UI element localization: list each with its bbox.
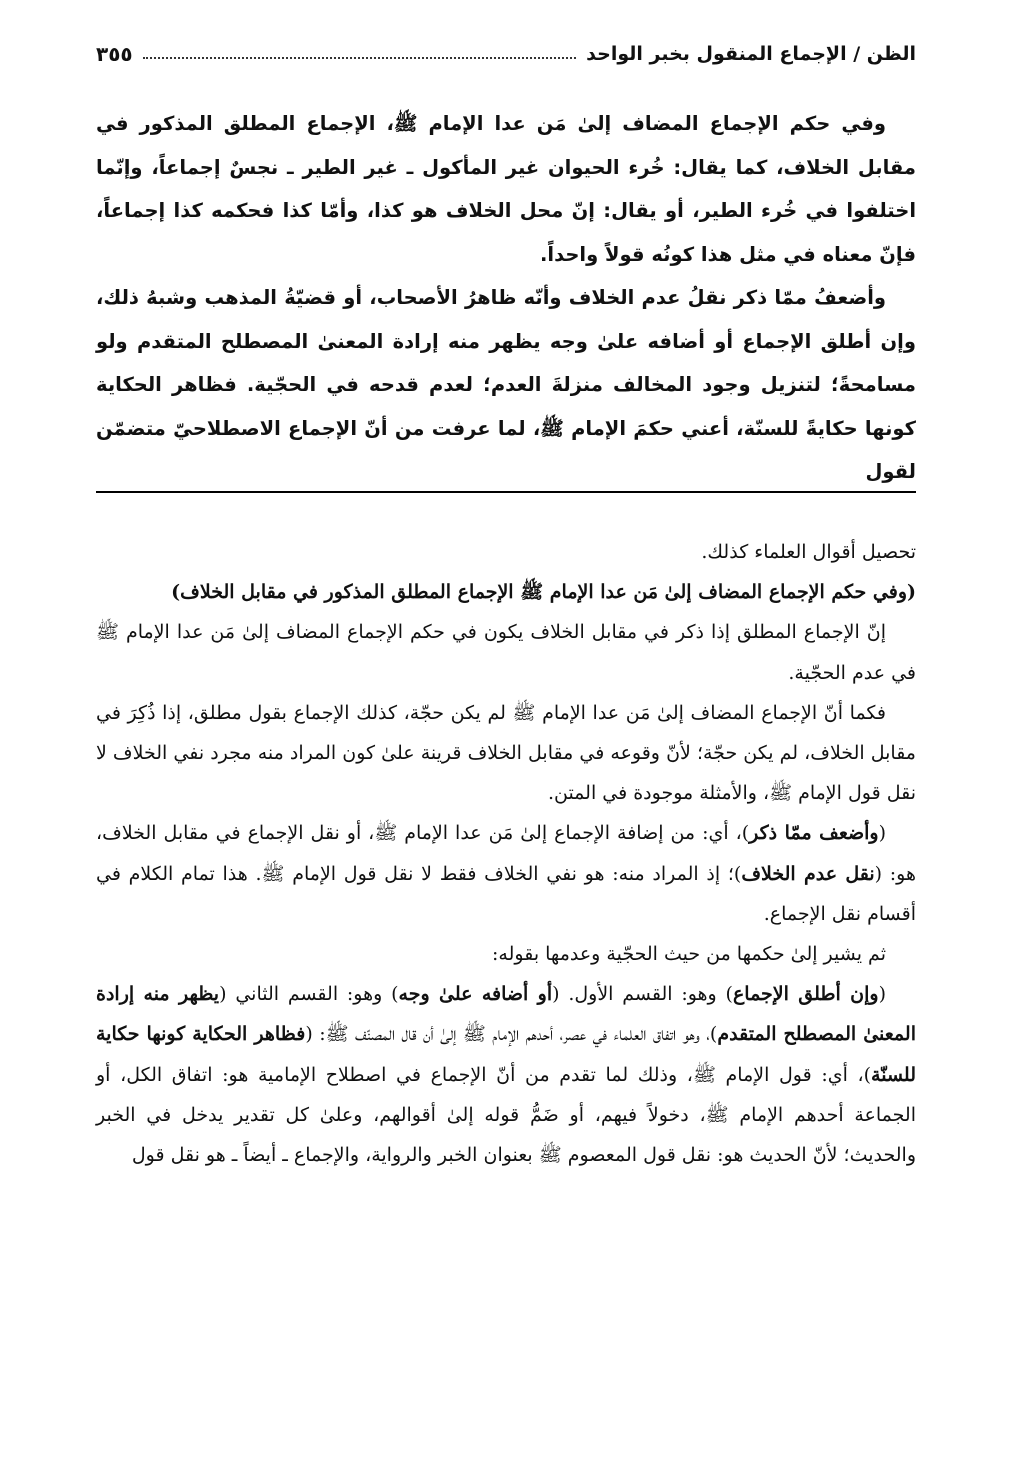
main-text-block	[96, 102, 916, 494]
commentary-text: )، أي: قول الإمام ﷺ، وذلك لما تقدم من أنّ الإجماع في اصطلاح الإمامية هو: اتفاق الكل، أو الجماعة أحدهم الإمام ﷺ، دخولاً فيهم، أو ضَمُّ قوله إلىٰ أقوالهم، وعلىٰ كل تقدير يدخل في الخبر والحديث؛ لأنّ الحديث هو: نقل قول المعصوم ﷺ بعنوان الخبر والرواية، والإجماع ـ أيضاً ـ هو نقل قول	[96, 1063, 916, 1167]
header-leader-dots	[143, 49, 577, 59]
main-text-paragraph-1: وفي حكم الإجماع المضاف إلىٰ مَن عدا الإمام ﷺ، الإجماع المطلق المذكور في مقابل الخلاف، كما يقال: خُرء الحيوان غير المأكول ـ غير الطير ـ نجسٌ إجماعاً، وإنّما اختلفوا في خُرء الطير، أو يقال: إنّ محل الخلاف هو كذا، وأمّا كذا فحكمه كذا إجماعاً، فإنّ معناه في مثل هذا كونُه قولاً واحداً.	[96, 112, 916, 266]
main-text-paragraph-2: وأضعفُ ممّا ذكر نقلُ عدم الخلاف وأنّه ظاهرُ الأصحاب، أو قضيّةُ المذهب وشبهُ ذلك، وإن أطلق الإجماع أو أضافه علىٰ وجه يظهر منه إرادة المعنىٰ المصطلح المتقدم ولو مسامحةً؛ لتنزيل وجود المخالف منزلةَ العدم؛ لعدم قدحه في الحجّية. فظاهر الحكاية كونها حكايةً للسنّة، أعني حكمَ الإمام ﷺ، لما عرفت من أنّ الإجماع الاصطلاحيّ متضمّن لقول	[96, 286, 916, 483]
commentary-paragraph-6: ثم يشير إلىٰ حكمها من حيث الحجّية وعدمها بقوله:	[492, 943, 886, 966]
running-title: الظن / الإجماع المنقول بخبر الواحد	[586, 43, 916, 65]
quoted-phrase: وأضعف ممّا ذكر	[749, 822, 879, 845]
commentary-block	[96, 532, 916, 1175]
commentary-paragraph-4: فكما أنّ الإجماع المضاف إلىٰ مَن عدا الإمام ﷺ لم يكن حجّة، كذلك الإجماع بقول مطلق، إذا ذُكِرَ في مقابل الخلاف، لم يكن حجّة؛ لأنّ وقوعه في مقابل الخلاف قرينة علىٰ كون المراد منه مجرد نفي الخلاف لا نقل قول الإمام ﷺ، والأمثلة موجودة في المتن.	[96, 701, 916, 805]
commentary-text: ) وهو: القسم الأول. (	[552, 983, 733, 1006]
page-header	[96, 34, 916, 74]
commentary-text: ) وهو: القسم الثاني (	[219, 983, 399, 1006]
page-number: ٣٥٥	[96, 42, 133, 66]
commentary-paragraph-7	[96, 974, 916, 1175]
commentary-text: )، وهو اتفاق العلماء في عصر، أحدهم الإمام ﷺ إلىٰ أن قال المصنّف ﷺ: (	[305, 1023, 718, 1046]
commentary-line-1: تحصيل أقوال العلماء كذلك.	[701, 541, 916, 563]
open-paren: (	[878, 983, 887, 1006]
commentary-quote-heading: (وفي حكم الإجماع المضاف إلىٰ مَن عدا الإمام ﷺ الإجماع المطلق المذكور في مقابل الخلاف)	[171, 581, 916, 604]
quoted-phrase: نقل عدم الخلاف	[741, 862, 875, 885]
commentary-paragraph-3: إنّ الإجماع المطلق إذا ذكر في مقابل الخلاف يكون في حكم الإجماع المضاف إلىٰ مَن عدا الإمام ﷺ في عدم الحجّية.	[96, 621, 916, 684]
separator-rule	[96, 491, 916, 493]
commentary-paragraph-5	[96, 813, 916, 934]
quoted-phrase: وإن أطلق الإجماع	[732, 983, 879, 1006]
commentary-text: )؛ إذ المراد منه: هو نفي الخلاف فقط لا نقل قول الإمام ﷺ. هذا تمام الكلام في أقسام نقل الإجماع.	[96, 862, 916, 925]
quoted-phrase: فظاهر الحكاية كونها حكاية للسنّة	[96, 1023, 916, 1086]
quoted-phrase: أو أضافه علىٰ وجه	[398, 983, 553, 1006]
commentary-text: )، أي: من إضافة الإجماع إلىٰ مَن عدا الإمام ﷺ، أو نقل الإجماع في مقابل الخلاف، هو: (	[96, 822, 916, 885]
open-paren: (	[878, 822, 887, 845]
quoted-phrase: يظهر منه إرادة المعنىٰ المصطلح المتقدم	[96, 983, 916, 1046]
